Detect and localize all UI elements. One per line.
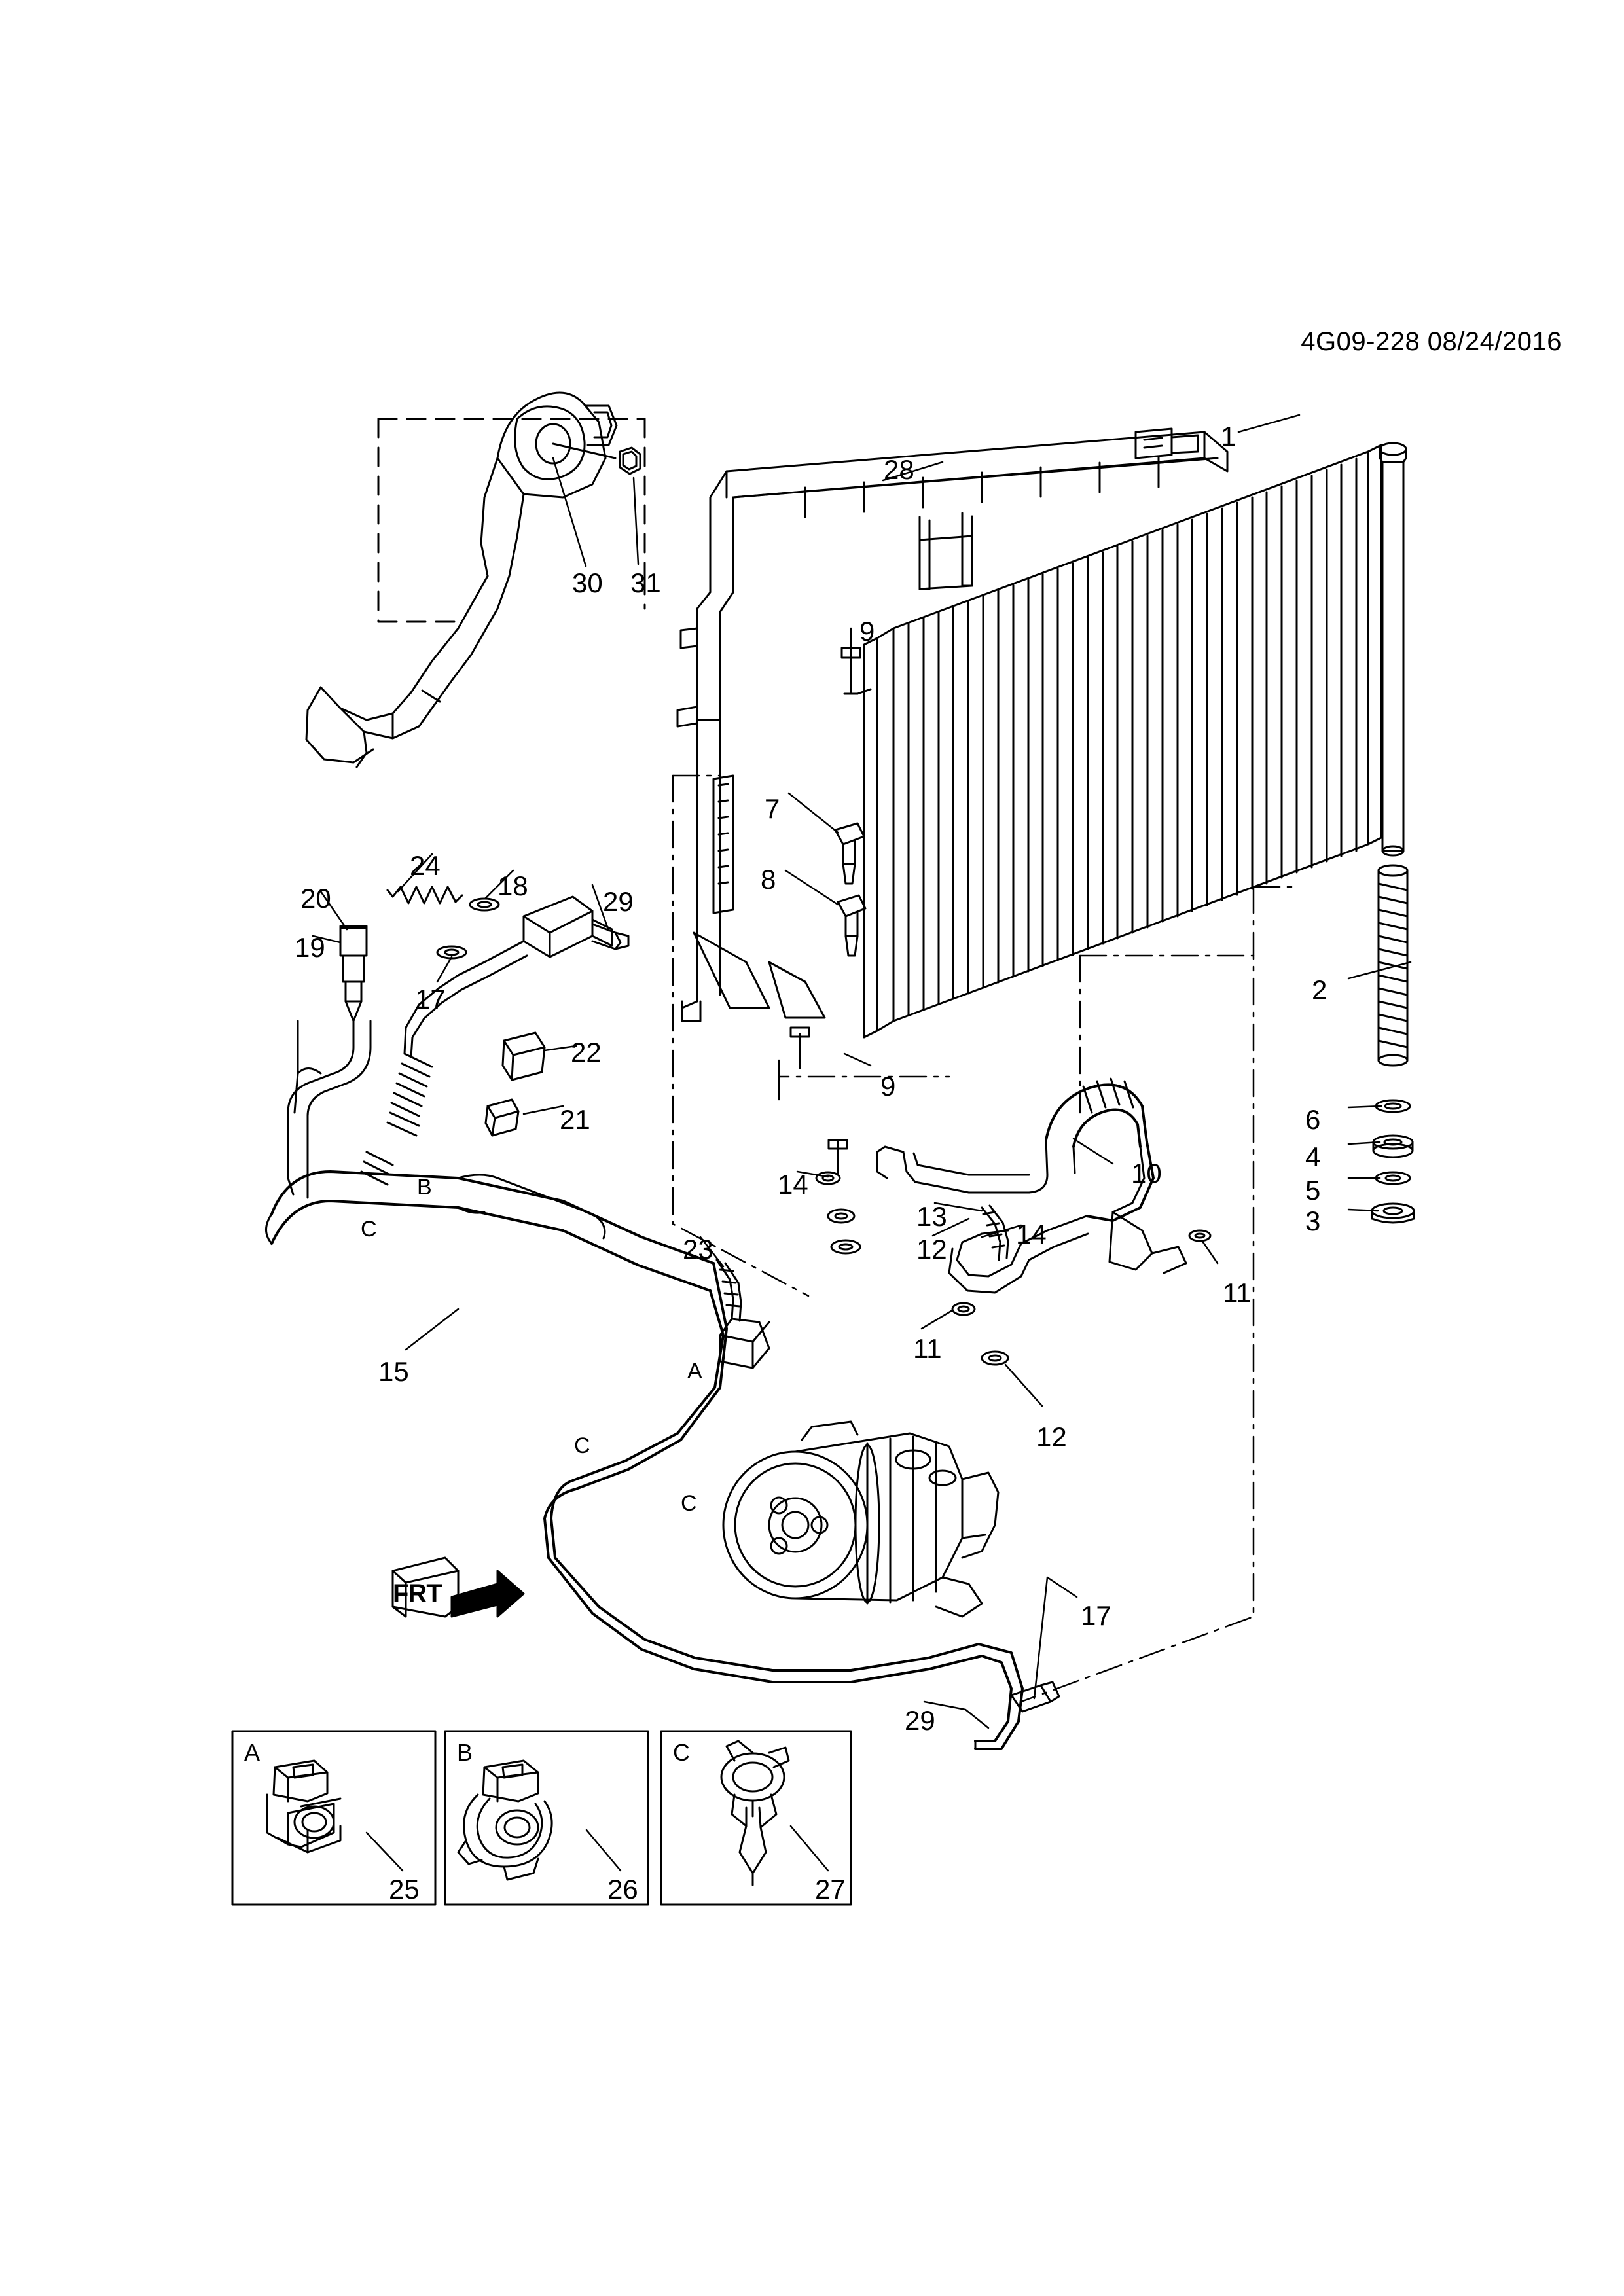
callout-19: 19	[295, 932, 325, 963]
callout-9: 9	[859, 616, 875, 647]
callout-5: 5	[1305, 1175, 1321, 1206]
callout-26: 26	[607, 1874, 638, 1905]
callout-25: 25	[389, 1874, 420, 1905]
callout-10: 10	[1131, 1158, 1162, 1189]
condenser-assembly	[677, 429, 1381, 1037]
callout-17-lower: 17	[1081, 1600, 1111, 1631]
callout-11: 11	[1223, 1278, 1252, 1308]
callout-28: 28	[884, 454, 914, 485]
callout-27: 27	[815, 1874, 846, 1905]
callout-24: 24	[410, 850, 441, 881]
callout-12: 12	[916, 1234, 947, 1265]
callout-3: 3	[1305, 1206, 1321, 1236]
callout-30: 30	[572, 567, 603, 598]
callout-21: 21	[560, 1104, 590, 1135]
compressor-assembly	[723, 1422, 998, 1617]
callout-12-lower: 12	[1036, 1422, 1067, 1452]
hose-mark-c-3: C	[681, 1491, 697, 1516]
callout-4: 4	[1305, 1141, 1321, 1172]
callout-20: 20	[300, 883, 331, 914]
callout-6: 6	[1305, 1104, 1321, 1135]
callout-2: 2	[1312, 975, 1327, 1005]
callout-23: 23	[683, 1234, 713, 1265]
callout-22: 22	[571, 1037, 602, 1067]
hose-mark-c-2: C	[574, 1433, 590, 1458]
callout-18: 18	[497, 870, 528, 901]
callout-29-lower: 29	[905, 1705, 935, 1736]
callout-29: 29	[603, 886, 634, 917]
callout-15: 15	[378, 1356, 409, 1387]
detail-clip-c	[721, 1741, 789, 1885]
callout-7: 7	[765, 793, 780, 824]
hose-mark-a: A	[687, 1359, 702, 1384]
hose-mark-c-1: C	[361, 1217, 377, 1242]
detail-box-letter-c: C	[673, 1739, 690, 1766]
front-direction-label: FRT	[393, 1579, 442, 1608]
callout-13: 13	[916, 1201, 947, 1232]
callout-14: 14	[778, 1169, 808, 1200]
callout-9-lower: 9	[880, 1071, 896, 1102]
detail-box-letter-a: A	[244, 1739, 261, 1766]
callout-8: 8	[761, 864, 776, 895]
callout-17: 17	[415, 984, 446, 1014]
hose-mark-b: B	[417, 1175, 432, 1200]
detail-box-letter-b: B	[457, 1739, 473, 1766]
document-code: 4G09-228 08/24/2016	[1301, 327, 1562, 356]
callout-11-lower: 11	[913, 1333, 942, 1364]
callout-1: 1	[1221, 421, 1236, 452]
detail-clip-b	[458, 1761, 552, 1880]
callout-31: 31	[630, 567, 661, 598]
detail-clip-a	[267, 1761, 340, 1852]
callout-14-right: 14	[1016, 1219, 1047, 1249]
